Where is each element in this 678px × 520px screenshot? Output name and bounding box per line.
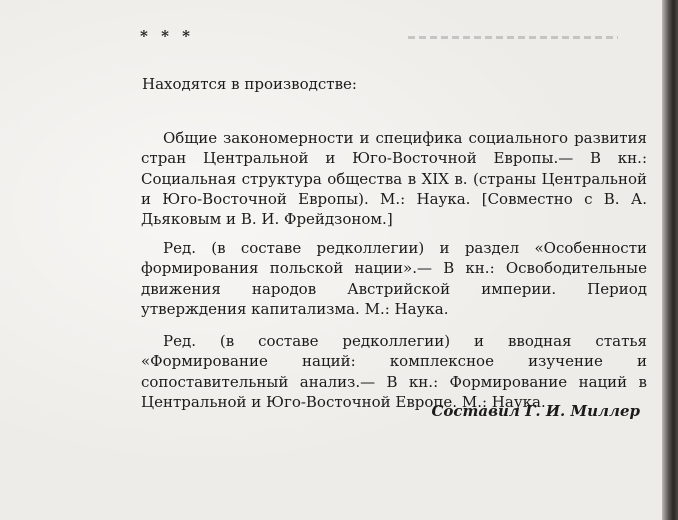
section-ornament: * * * xyxy=(140,27,194,45)
compiler-credit: Составил Г. И. Миллер xyxy=(431,402,640,420)
bleed-through-mark xyxy=(408,36,618,39)
scan-edge xyxy=(662,0,678,520)
bibliography-entry: Общие закономерности и специфика социального развития стран Центральной и Юго-Восточной Европы.— В кн.: Социальная структура общества в XIX в. (страны Центральной и Юго-Восточной Европы). М.: Наука. [Совместно с В. А. Дьяковым и В. И. Фрейдзоном.] xyxy=(141,129,647,229)
bibliography-entry: Ред. (в составе редколлегии) и вводная статья «Формирование наций: комплексное изучение и сопоставительный анализ.— В кн.: Формирование наций в Центральной и Юго-Восточной Европе. М.: Наука. xyxy=(141,332,647,411)
section-heading: Находятся в производстве: xyxy=(142,75,357,93)
bibliography-entry: Ред. (в составе редколлегии) и раздел «Особенности формирования польской нации».— В кн.: Освободительные движения народов Австрийской империи. Период утверждения капитализма. М.: Наука. xyxy=(141,239,647,318)
